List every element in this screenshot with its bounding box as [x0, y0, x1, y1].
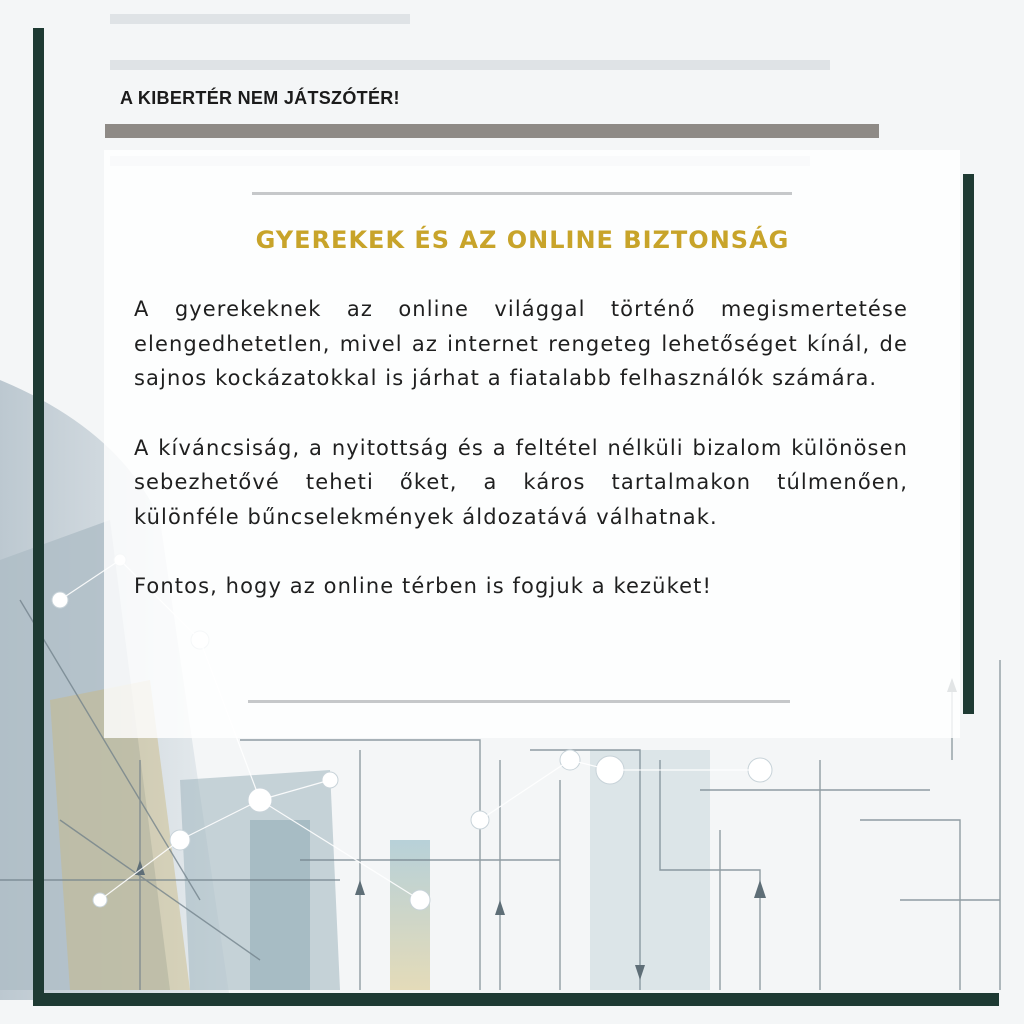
bottom-frame-bar [33, 993, 999, 1006]
section-header-label: A KIBERTÉR NEM JÁTSZÓTÉR! [120, 88, 400, 108]
right-frame-bar [963, 174, 974, 714]
content-bottom-rule [248, 700, 790, 703]
closing-statement: Fontos, hogy az online térben is fogjuk a kezüket! [134, 574, 712, 598]
title-top-rule [252, 192, 792, 195]
page-title: GYEREKEK ÉS AZ ONLINE BIZTONSÁG [255, 226, 790, 254]
paragraph-risks: A kíváncsiság, a nyitottság és a feltétel nélküli bizalom különösen sebezhetővé teheti őket, a káros tartalmakon túlmenően, különféle bűncselekmények áldozatává válhatnak. [134, 435, 908, 529]
paragraph-intro: A gyerekeknek az online világgal történő megismertetése elengedhetetlen, mivel az internet rengeteg lehetőséget kínál, de sajnos kockázatokkal is járhat a fiatalabb felhasználók számára. [134, 297, 908, 390]
header-divider-strip [105, 124, 879, 138]
left-frame-bar [33, 28, 44, 1006]
article-body [134, 292, 908, 604]
